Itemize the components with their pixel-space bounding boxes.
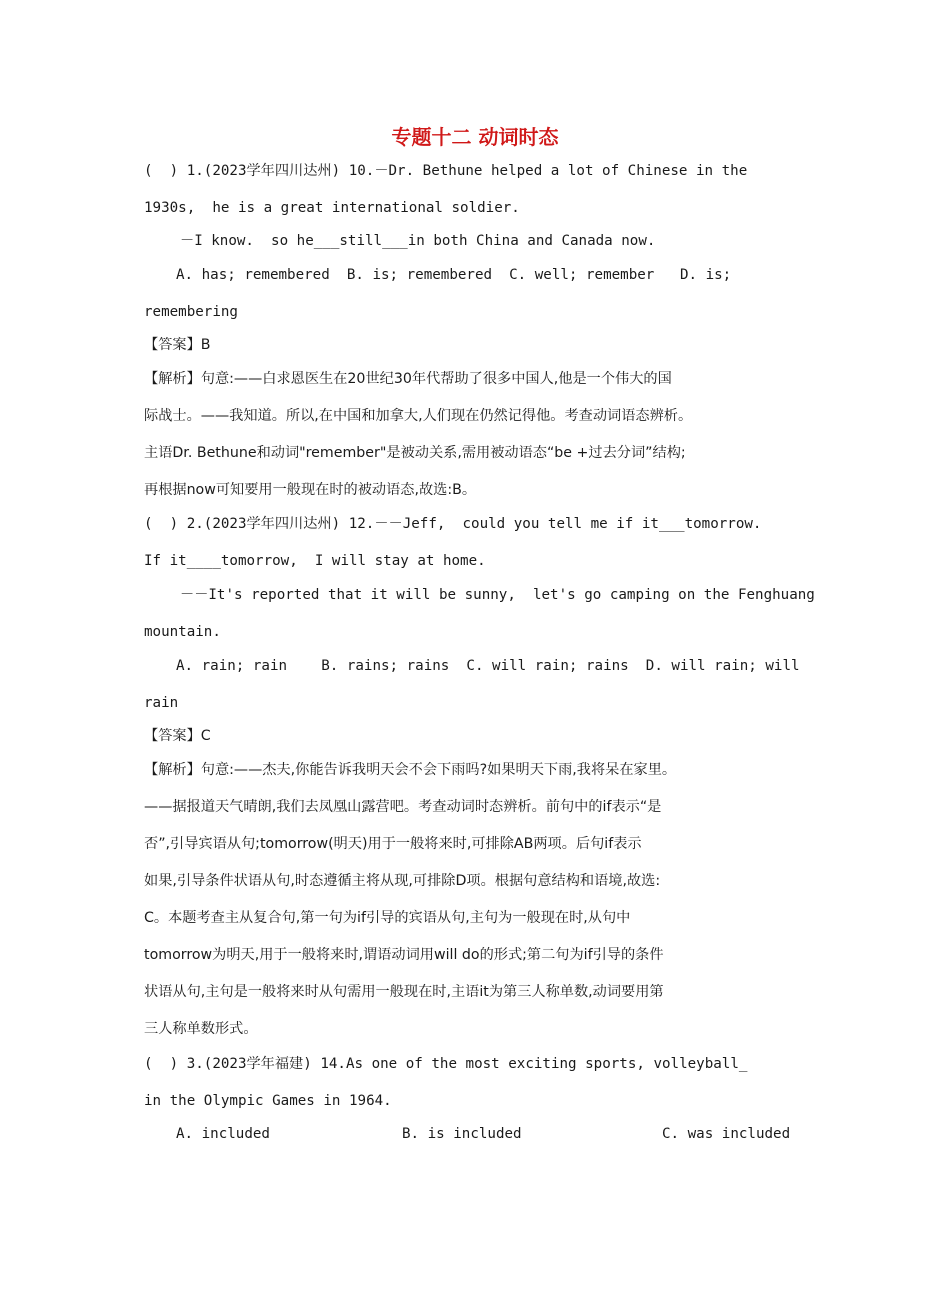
q2-answer: 【答案】C: [144, 728, 211, 744]
q2-analysis-line-8: 三人称单数形式。: [144, 1021, 258, 1037]
q2-analysis-line-3: 否”,引导宾语从句;tomorrow(明天)用于一般将来时,可排除AB两项。后句if表示: [144, 836, 642, 852]
q3-option-c: C. was included: [662, 1126, 791, 1142]
q3-stem-line-1: ( ) 3.(2023学年福建) 14.As one of the most exciting sports, volleyball_: [144, 1056, 748, 1072]
q1-analysis-line-4: 再根据now可知要用一般现在时的被动语态,故选:B。: [144, 482, 477, 498]
q2-analysis-line-2: ——据报道天气晴朗,我们去凤凰山露营吧。考查动词时态辨析。前句中的if表示“是: [144, 799, 662, 815]
q1-options: A. has; remembered B. is; remembered C. well; remember D. is;: [176, 267, 732, 283]
q2-analysis-line-5: C。本题考查主从复合句,第一句为if引导的宾语从句,主句为一般现在时,从句中: [144, 910, 631, 926]
q2-analysis-line-4: 如果,引导条件状语从句,时态遵循主将从现,可排除D项。根据句意结构和语境,故选:: [144, 873, 661, 889]
q2-analysis-line-7: 状语从句,主句是一般将来时从句需用一般现在时,主语it为第三人称单数,动词要用第: [144, 984, 664, 1000]
q2-analysis-line-1: 【解析】句意:——杰夫,你能告诉我明天会不会下雨吗?如果明天下雨,我将呆在家里。: [144, 762, 677, 778]
q2-stem-line-1: ( ) 2.(2023学年四川达州) 12.－－Jeff, could you tell me if it___tomorrow.: [144, 516, 762, 532]
q2-stem-line-2: If it____tomorrow, I will stay at home.: [144, 553, 486, 569]
q1-analysis-line-3: 主语Dr. Bethune和动词"remember"是被动关系,需用被动语态“be +过去分词”结构;: [144, 445, 686, 461]
page-title: 专题十二 动词时态: [391, 125, 559, 149]
q2-dialogue-cont: mountain.: [144, 624, 221, 640]
q1-dialogue-line: －I know. so he___still___in both China and Canada now.: [180, 233, 656, 249]
q1-options-cont: remembering: [144, 304, 238, 320]
q1-answer: 【答案】B: [144, 337, 211, 353]
q2-options: A. rain; rain B. rains; rains C. will rain; rains D. will rain; will: [176, 658, 800, 674]
q3-option-a: A. included: [176, 1126, 270, 1142]
q1-stem-line-1: ( ) 1.(2023学年四川达州) 10.－Dr. Bethune helped a lot of Chinese in the: [144, 163, 748, 179]
q1-analysis-line-2: 际战士。——我知道。所以,在中国和加拿大,人们现在仍然记得他。考查动词语态辨析。: [144, 408, 693, 424]
q2-analysis-line-6: tomorrow为明天,用于一般将来时,谓语动词用will do的形式;第二句为if引导的条件: [144, 947, 664, 963]
q3-stem-line-2: in the Olympic Games in 1964.: [144, 1093, 392, 1109]
q1-stem-line-2: 1930s, he is a great international soldier.: [144, 200, 520, 216]
q3-option-b: B. is included: [402, 1126, 522, 1142]
q2-options-cont: rain: [144, 695, 179, 711]
q1-analysis-line-1: 【解析】句意:——白求恩医生在20世纪30年代帮助了很多中国人,他是一个伟大的国: [144, 371, 672, 387]
q2-dialogue-line: －－It's reported that it will be sunny, let's go camping on the Fenghuang: [180, 587, 815, 603]
